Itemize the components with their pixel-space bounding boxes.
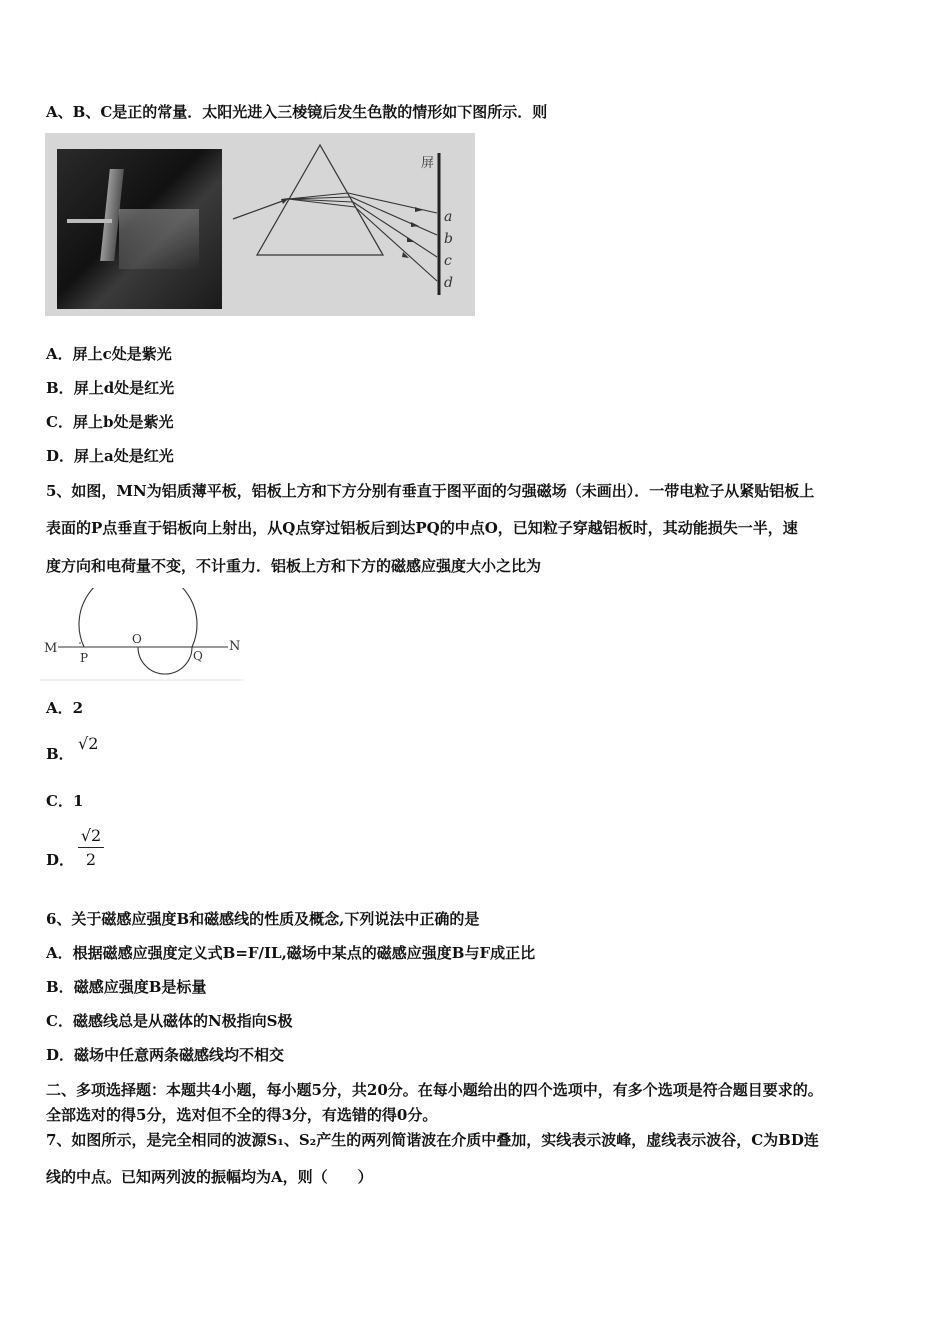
section2-line2: 全部选对的得5分，选对但不全的得3分，有选错的得0分。 — [46, 1106, 438, 1124]
label-q: Q — [193, 649, 203, 663]
sqrt-two: √2 — [78, 734, 99, 753]
lower-arc — [138, 647, 192, 674]
ray-d — [355, 207, 437, 281]
label-b: b — [444, 231, 453, 247]
q6-option-c: C．磁感线总是从磁体的N极指向S极 — [46, 1012, 293, 1030]
label-n: N — [229, 639, 241, 654]
q5-stem-line3: 度方向和电荷量不变，不计重力．铝板上方和下方的磁感应强度大小之比为 — [46, 557, 542, 575]
q4-figure — [45, 133, 475, 316]
q6-stem: 6、关于磁感应强度B和磁感线的性质及概念,下列说法中正确的是 — [46, 910, 480, 928]
q4-option-a: A．屏上c处是紫光 — [46, 345, 172, 363]
q5-option-c: C．1 — [46, 792, 84, 810]
q7-stem-line2: 线的中点。已知两列波的振幅均为A，则（ ） — [46, 1168, 373, 1186]
label-o: O — [132, 632, 142, 646]
q4-option-c: C．屏上b处是紫光 — [46, 413, 174, 431]
ray-a — [348, 193, 437, 213]
label-a: a — [444, 209, 453, 225]
q6-option-a: A．根据磁感应强度定义式B=F/IL,磁场中某点的磁感应强度B与F成正比 — [46, 944, 536, 962]
q4-stem: A、B、C是正的常量．太阳光进入三棱镜后发生色散的情形如下图所示．则 — [46, 103, 548, 121]
label-c: c — [444, 253, 452, 269]
q6-option-b: B．磁感应强度B是标量 — [46, 978, 207, 996]
section2-line1: 二、多项选择题：本题共4小题，每小题5分，共20分。在每小题给出的四个选项中，有多个选项是符合题目要求的。 — [46, 1081, 823, 1099]
q4-option-b: B．屏上d处是红光 — [46, 379, 175, 397]
q6-option-d: D．磁场中任意两条磁感线均不相交 — [46, 1046, 285, 1064]
q5-stem-line1: 5、如图，MN为铝质薄平板，铝板上方和下方分别有垂直于图平面的匀强磁场（未画出）．一带电粒子从紧贴铝板上 — [46, 482, 815, 500]
prism-diagram — [45, 133, 475, 316]
q5-option-a: A．2 — [46, 699, 84, 717]
q5-option-d: D． — [46, 851, 75, 869]
fraction-sqrt2-over-2: $\frac{√2}{2}$ — [78, 826, 104, 869]
label-p: P — [80, 651, 89, 665]
q5-figure — [40, 588, 250, 684]
q7-stem-line1: 7、如图所示，是完全相同的波源S₁、S₂产生的两列简谐波在介质中叠加，实线表示波峰，虚线表示波谷，C为BD连 — [46, 1131, 819, 1149]
label-d: d — [444, 275, 453, 291]
q5-option-b: B． — [46, 745, 74, 763]
screen-label: 屏 — [421, 156, 435, 171]
label-m: M — [44, 641, 58, 656]
q4-option-d: D．屏上a处是红光 — [46, 447, 174, 465]
q5-stem-line2: 表面的P点垂直于铝板向上射出，从Q点穿过铝板后到达PQ的中点O，已知粒子穿越铝板时，其动能损失一半，速 — [46, 519, 798, 537]
